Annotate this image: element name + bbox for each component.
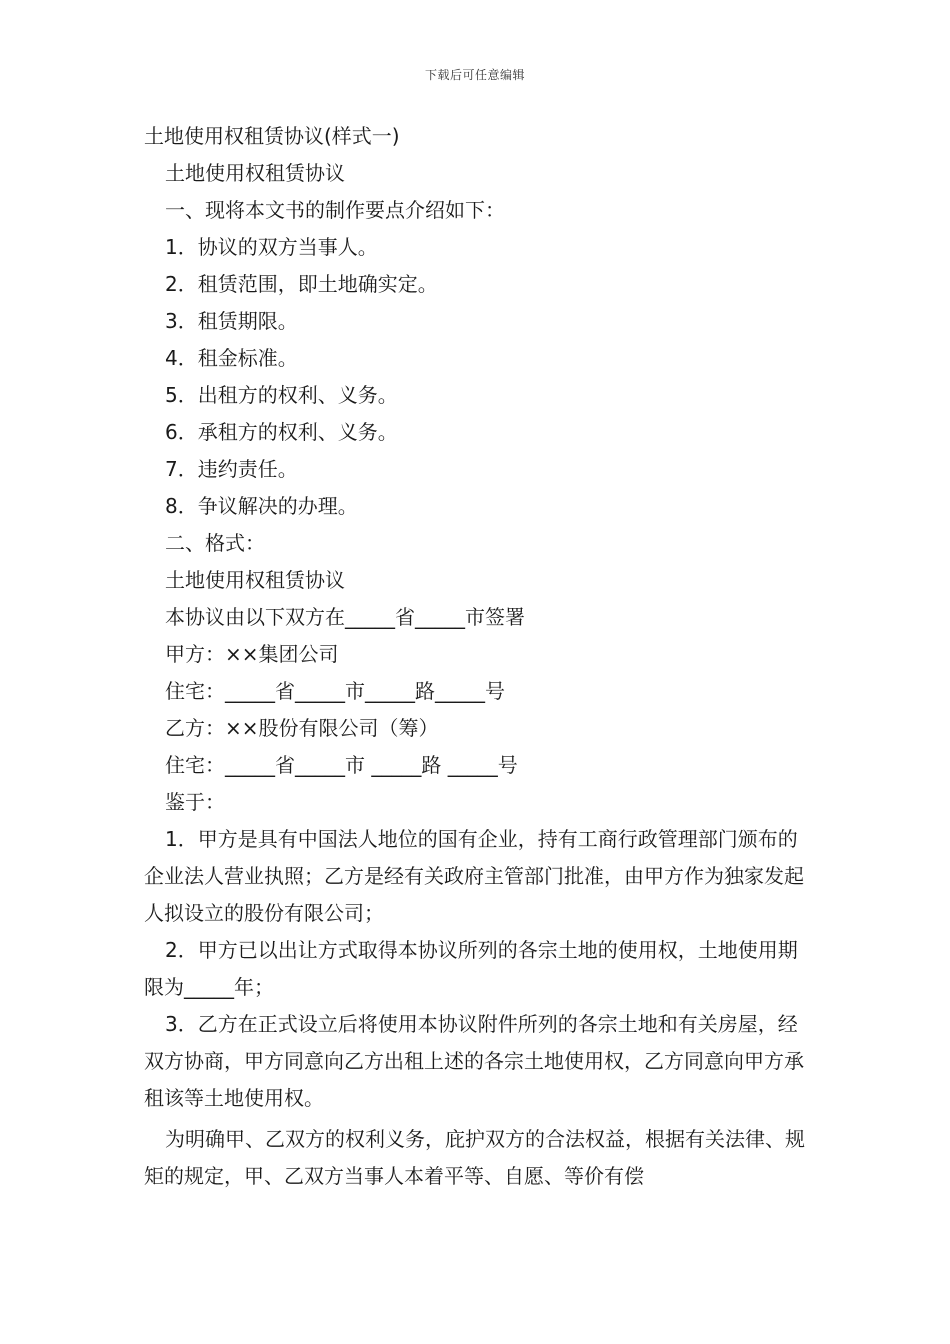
list-item: 7．违约责任。 bbox=[165, 457, 298, 481]
party-b-address: 住宅：_____省_____市 _____路 _____号 bbox=[165, 753, 518, 777]
section2-heading: 二、格式： bbox=[165, 531, 265, 555]
clause-paragraph: 1．甲方是具有中国法人地位的国有企业，持有工商行政管理部门颁布的企业法人营业执照；乙方是经有关政府主管部门批准，由甲方作为独家发起人拟设立的股份有限公司； bbox=[144, 827, 804, 925]
party-a-address: 住宅：_____省_____市_____路_____号 bbox=[165, 679, 505, 703]
signing-line: 本协议由以下双方在_____省_____市签署 bbox=[165, 605, 525, 629]
section1-heading: 一、现将本文书的制作要点介绍如下： bbox=[165, 198, 505, 222]
party-a-line: 甲方：××集团公司 bbox=[165, 642, 339, 666]
page-header-note: 下载后可任意编辑 bbox=[424, 68, 525, 82]
clause-paragraph: 3．乙方在正式设立后将使用本协议附件所列的各宗土地和有关房屋，经双方协商，甲方同意向乙方出租上述的各宗土地使用权，乙方同意向甲方承租该等土地使用权。 bbox=[144, 1012, 804, 1110]
list-item: 2．租赁范围，即土地确实定。 bbox=[165, 272, 438, 296]
whereas-heading: 鉴于： bbox=[165, 790, 225, 814]
party-b-line: 乙方：××股份有限公司（筹） bbox=[165, 716, 439, 740]
document-title: 土地使用权租赁协议(样式一) bbox=[144, 124, 400, 148]
clause-paragraph: 2．甲方已以出让方式取得本协议所列的各宗土地的使用权，土地使用期限为_____年； bbox=[144, 938, 798, 999]
list-item: 5．出租方的权利、义务。 bbox=[165, 383, 398, 407]
list-item: 3．租赁期限。 bbox=[165, 309, 298, 333]
list-item: 8．争议解决的办理。 bbox=[165, 494, 358, 518]
points-list bbox=[144, 229, 808, 525]
list-item: 6．承租方的权利、义务。 bbox=[165, 420, 398, 444]
document-body bbox=[144, 118, 808, 1195]
list-item: 4．租金标准。 bbox=[165, 346, 298, 370]
format-title: 土地使用权租赁协议 bbox=[165, 568, 345, 592]
closing-paragraph: 为明确甲、乙双方的权利义务，庇护双方的合法权益，根据有关法律、规矩的规定，甲、乙双方当事人本着平等、自愿、等价有偿 bbox=[144, 1127, 805, 1188]
document-subtitle: 土地使用权租赁协议 bbox=[165, 161, 345, 185]
list-item: 1．协议的双方当事人。 bbox=[165, 235, 378, 259]
